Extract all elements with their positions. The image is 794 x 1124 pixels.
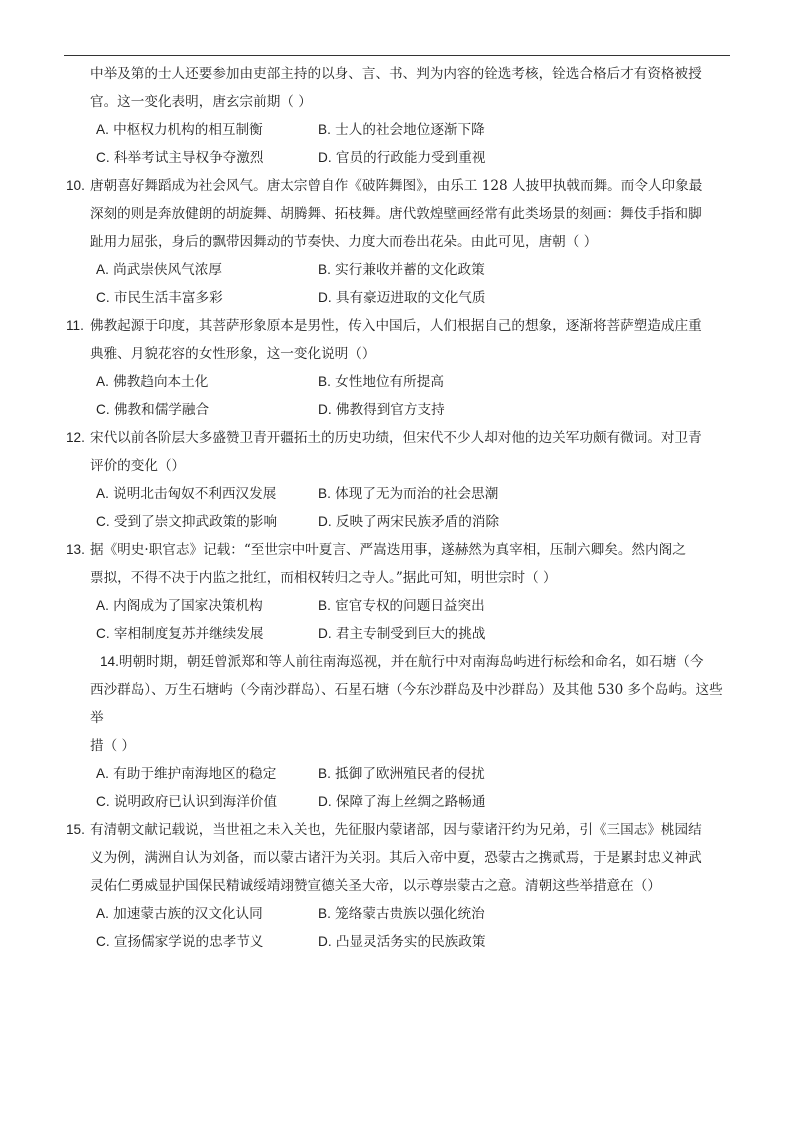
question-stem-line: 义为例，满洲自认为刘备，而以蒙古诸汗为关羽。其后入帝中夏，恐蒙古之携贰焉，于是累封忠义神武 <box>90 850 702 866</box>
option-b[interactable]: B. 女性地位有所提高 <box>318 374 444 390</box>
question-13 <box>66 536 730 648</box>
option-a[interactable]: A. 尚武崇侠风气浓厚 <box>96 262 222 278</box>
option-c[interactable]: C. 受到了崇文抑武政策的影响 <box>96 514 278 530</box>
question-stem-line: 宋代以前各阶层大多盛赞卫青开疆拓土的历史功绩，但宋代不少人却对他的边关军功颇有微词。对卫青 <box>90 430 702 446</box>
answer-options <box>66 368 730 424</box>
question-stem-line: 典雅、月貌花容的女性形象，这一变化说明（） <box>90 346 376 362</box>
option-a[interactable]: A. 加速蒙古族的汉文化认同 <box>96 906 263 922</box>
question-stem-line: 据《明史·职官志》记载：“至世宗中叶夏言、严嵩迭用事，遂赫然为真宰相，压制六卿矣。然内阁之 <box>90 542 686 558</box>
question-9-continuation <box>66 60 730 172</box>
question-stem-line: 趾用力屈张，身后的飘带因舞动的节奏快、力度大而卷出花朵。由此可见，唐朝（ ） <box>90 234 598 250</box>
option-b[interactable]: B. 体现了无为而治的社会思潮 <box>318 486 499 502</box>
answer-options <box>66 480 730 536</box>
option-a[interactable]: A. 有助于维护南海地区的稳定 <box>96 766 277 782</box>
option-a[interactable]: A. 中枢权力机构的相互制衡 <box>96 122 263 138</box>
question-number: 12. <box>66 430 85 445</box>
option-d[interactable]: D. 凸显灵活务实的民族政策 <box>318 934 486 950</box>
option-c[interactable]: C. 说明政府已认识到海洋价值 <box>96 794 278 810</box>
option-b[interactable]: B. 士人的社会地位逐渐下降 <box>318 122 485 138</box>
option-c[interactable]: C. 佛教和儒学融合 <box>96 402 210 418</box>
option-b[interactable]: B. 笼络蒙古贵族以强化统治 <box>318 906 485 922</box>
question-stem-line: 西沙群岛）、万生石塘屿（今南沙群岛）、石星石塘（今东沙群岛及中沙群岛）及其他 530 多个岛屿。这些举 <box>90 682 723 726</box>
answer-options <box>66 116 730 172</box>
question-number: 13. <box>66 542 85 557</box>
question-list <box>66 60 730 956</box>
question-14 <box>66 648 730 816</box>
option-d[interactable]: D. 反映了两宋民族矛盾的消除 <box>318 514 500 530</box>
question-stem-line: 中举及第的士人还要参加由吏部主持的以身、言、书、判为内容的铨选考核，铨选合格后才有资格被授 <box>90 66 702 82</box>
option-d[interactable]: D. 君主专制受到巨大的挑战 <box>318 626 486 642</box>
option-a[interactable]: A. 说明北击匈奴不利西汉发展 <box>96 486 277 502</box>
answer-options <box>66 256 730 312</box>
option-c[interactable]: C. 宰相制度复苏并继续发展 <box>96 626 264 642</box>
question-12 <box>66 424 730 536</box>
option-b[interactable]: B. 抵御了欧洲殖民者的侵扰 <box>318 766 485 782</box>
option-d[interactable]: D. 保障了海上丝绸之路畅通 <box>318 794 486 810</box>
answer-options <box>66 760 730 816</box>
question-10 <box>66 172 730 312</box>
question-stem-line: 唐朝喜好舞蹈成为社会风气。唐太宗曾自作《破阵舞图》，由乐工 128 人披甲执戟而舞。而令人印象最 <box>90 178 703 194</box>
question-stem-line: 评价的变化（） <box>90 458 186 474</box>
option-c[interactable]: C. 科举考试主导权争夺激烈 <box>96 150 264 166</box>
answer-options <box>66 900 730 956</box>
option-c[interactable]: C. 宣扬儒家学说的忠孝节义 <box>96 934 264 950</box>
question-stem-line: 灵佑仁勇威显护国保民精诚绥靖翊赞宣德关圣大帝，以示尊崇蒙古之意。清朝这些举措意在（） <box>90 878 661 894</box>
option-c[interactable]: C. 市民生活丰富多彩 <box>96 290 223 306</box>
option-d[interactable]: D. 官员的行政能力受到重视 <box>318 150 486 166</box>
question-number: 11. <box>66 318 84 333</box>
question-stem-line: 深刻的则是奔放健朗的胡旋舞、胡腾舞、拓枝舞。唐代敦煌壁画经常有此类场景的刻画：舞伎手指和脚 <box>90 206 702 222</box>
option-d[interactable]: D. 佛教得到官方支持 <box>318 402 445 418</box>
question-stem-line: 佛教起源于印度，其菩萨形象原本是男性，传入中国后，人们根据自己的想象，逐渐将菩萨塑造成庄重 <box>90 318 702 334</box>
question-number: 14. <box>100 654 119 669</box>
option-b[interactable]: B. 实行兼收并蓄的文化政策 <box>318 262 485 278</box>
answer-options <box>66 592 730 648</box>
question-15 <box>66 816 730 956</box>
question-number: 10. <box>66 178 85 193</box>
option-a[interactable]: A. 内阁成为了国家决策机构 <box>96 598 263 614</box>
question-number: 15. <box>66 822 85 837</box>
question-stem-line: 有清朝文献记载说，当世祖之未入关也，先征服内蒙诸部，因与蒙诸汗约为兄弟，引《三国志》桃园结 <box>90 822 702 838</box>
question-11 <box>66 312 730 424</box>
question-stem-line: 明朝时期，朝廷曾派郑和等人前往南海巡视，并在航行中对南海岛屿进行标绘和命名，如石塘（今 <box>118 654 704 670</box>
question-stem-line: 票拟，不得不决于内监之批红，而相权转归之寺人。”据此可知，明世宗时（ ） <box>90 570 557 586</box>
header-rule <box>64 55 730 56</box>
option-b[interactable]: B. 宦官专权的问题日益突出 <box>318 598 485 614</box>
option-d[interactable]: D. 具有豪迈进取的文化气质 <box>318 290 486 306</box>
question-stem-line: 措（ ） <box>90 738 136 754</box>
question-stem-line: 官。这一变化表明，唐玄宗前期（ ） <box>90 94 312 110</box>
option-a[interactable]: A. 佛教趋向本土化 <box>96 374 209 390</box>
